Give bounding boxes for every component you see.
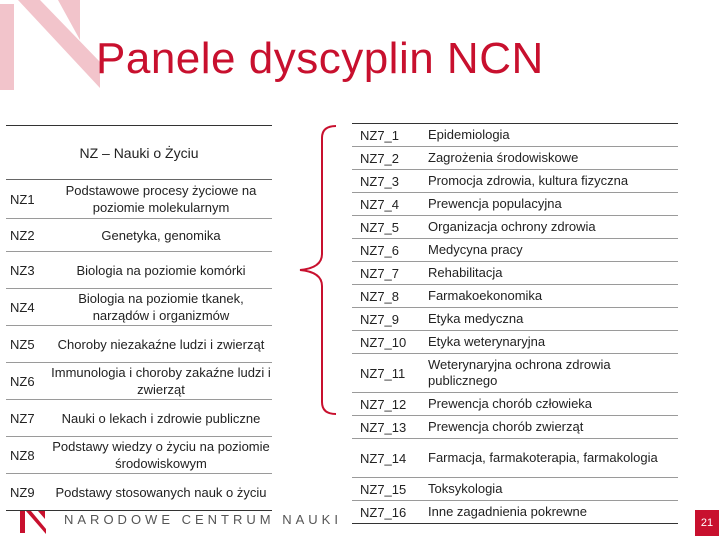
subpanel-code: NZ7_11 (360, 365, 406, 381)
subpanel-code: NZ7_13 (360, 419, 407, 435)
ncn-footer-logo-icon (18, 507, 48, 535)
table-row (352, 193, 678, 216)
panel-name: Nauki o lekach i zdrowie publiczne (61, 410, 261, 426)
subpanel-name: Farmakoekonomika (428, 288, 543, 303)
subpanel-name: Farmacja, farmakoterapia, farmakologia (428, 450, 658, 465)
panel-code: NZ3 (10, 262, 35, 278)
panel-name: Immunologia i choroby zakaźne ludzi i zwierząt (51, 365, 271, 397)
ncn-logo-mark (0, 0, 100, 90)
panel-code: NZ9 (10, 484, 35, 500)
subpanel-name: Medycyna pracy (428, 242, 523, 257)
panel-name: Biologia na poziomie komórki (76, 262, 246, 278)
page-number: 21 (695, 510, 719, 536)
subpanel-name: Prewencja chorób człowieka (428, 396, 593, 411)
panel-code: NZ2 (10, 227, 35, 243)
subpanel-name: Inne zagadnienia pokrewne (428, 504, 588, 519)
table-row (6, 252, 272, 289)
table-row (6, 437, 272, 474)
table-row (352, 354, 678, 393)
panel-name: Choroby niezakaźne ludzi i zwierząt (57, 336, 265, 352)
subpanel-code: NZ7_6 (360, 242, 400, 258)
subpanel-name: Zagrożenia środowiskowe (428, 150, 579, 165)
subpanel-name: Etyka weterynaryjna (428, 334, 546, 349)
panel-code: NZ7 (10, 410, 35, 426)
subpanel-name: Toksykologia (428, 481, 503, 496)
table-row (352, 124, 678, 147)
table-row (352, 239, 678, 262)
table-row (6, 400, 272, 437)
table-row (352, 216, 678, 239)
table-row (6, 180, 272, 219)
subpanel-code: NZ7_5 (360, 219, 400, 235)
subpanel-code: NZ7_12 (360, 396, 407, 412)
subpanel-code: NZ7_2 (360, 150, 400, 166)
curly-brace-connector (296, 124, 340, 416)
panel-name: Podstawy wiedzy o życiu na poziomie środowiskowym (52, 439, 270, 471)
panel-code: NZ6 (10, 373, 35, 389)
table-row (352, 439, 678, 478)
page-title: Panele dyscyplin NCN (96, 34, 544, 83)
subpanel-code: NZ7_1 (360, 127, 400, 143)
panel-code: NZ5 (10, 336, 35, 352)
organization-name: NARODOWE CENTRUM NAUKI (64, 512, 342, 527)
subpanel-table (352, 123, 678, 524)
subpanel-code: NZ7_16 (360, 504, 407, 520)
table-row (6, 219, 272, 252)
subpanel-code: NZ7_10 (360, 334, 407, 350)
table-row (352, 501, 678, 523)
subpanel-code: NZ7_9 (360, 311, 400, 327)
subpanel-name: Prewencja chorób zwierząt (428, 419, 584, 434)
subpanel-name: Weterynaryjna ochrona zdrowia publicznego (428, 357, 611, 388)
subpanel-code: NZ7_8 (360, 288, 400, 304)
table-row (352, 416, 678, 439)
table-row (352, 393, 678, 416)
panel-code: NZ1 (10, 191, 35, 207)
panel-name: Podstawowe procesy życiowe na poziomie molekularnym (65, 183, 257, 215)
subpanel-name: Prewencja populacyjna (428, 196, 562, 211)
table-header: NZ – Nauki o Życiu (6, 126, 272, 180)
table-row (352, 262, 678, 285)
subpanel-code: NZ7_15 (360, 481, 407, 497)
table-row (352, 170, 678, 193)
panel-name: Biologia na poziomie tkanek, narządów i organizmów (78, 291, 244, 323)
subpanel-name: Etyka medyczna (428, 311, 524, 326)
subpanel-name: Rehabilitacja (428, 265, 503, 280)
panel-name: Genetyka, genomika (101, 227, 221, 243)
table-row (6, 474, 272, 510)
subpanel-code: NZ7_7 (360, 265, 400, 281)
table-row (6, 289, 272, 326)
subpanel-code: NZ7_4 (360, 196, 400, 212)
subpanel-name: Promocja zdrowia, kultura fizyczna (428, 173, 629, 188)
table-row (352, 147, 678, 170)
table-row (352, 478, 678, 501)
subpanel-code: NZ7_3 (360, 173, 400, 189)
panel-code: NZ8 (10, 447, 35, 463)
table-row (352, 308, 678, 331)
table-row (352, 285, 678, 308)
subpanel-name: Epidemiologia (428, 127, 510, 142)
table-row (352, 331, 678, 354)
panel-code: NZ4 (10, 299, 35, 315)
discipline-table (6, 125, 272, 511)
panel-name: Podstawy stosowanych nauk o życiu (55, 484, 267, 500)
subpanel-code: NZ7_14 (360, 450, 407, 466)
table-row (6, 326, 272, 363)
subpanel-name: Organizacja ochrony zdrowia (428, 219, 596, 234)
table-row (6, 363, 272, 400)
